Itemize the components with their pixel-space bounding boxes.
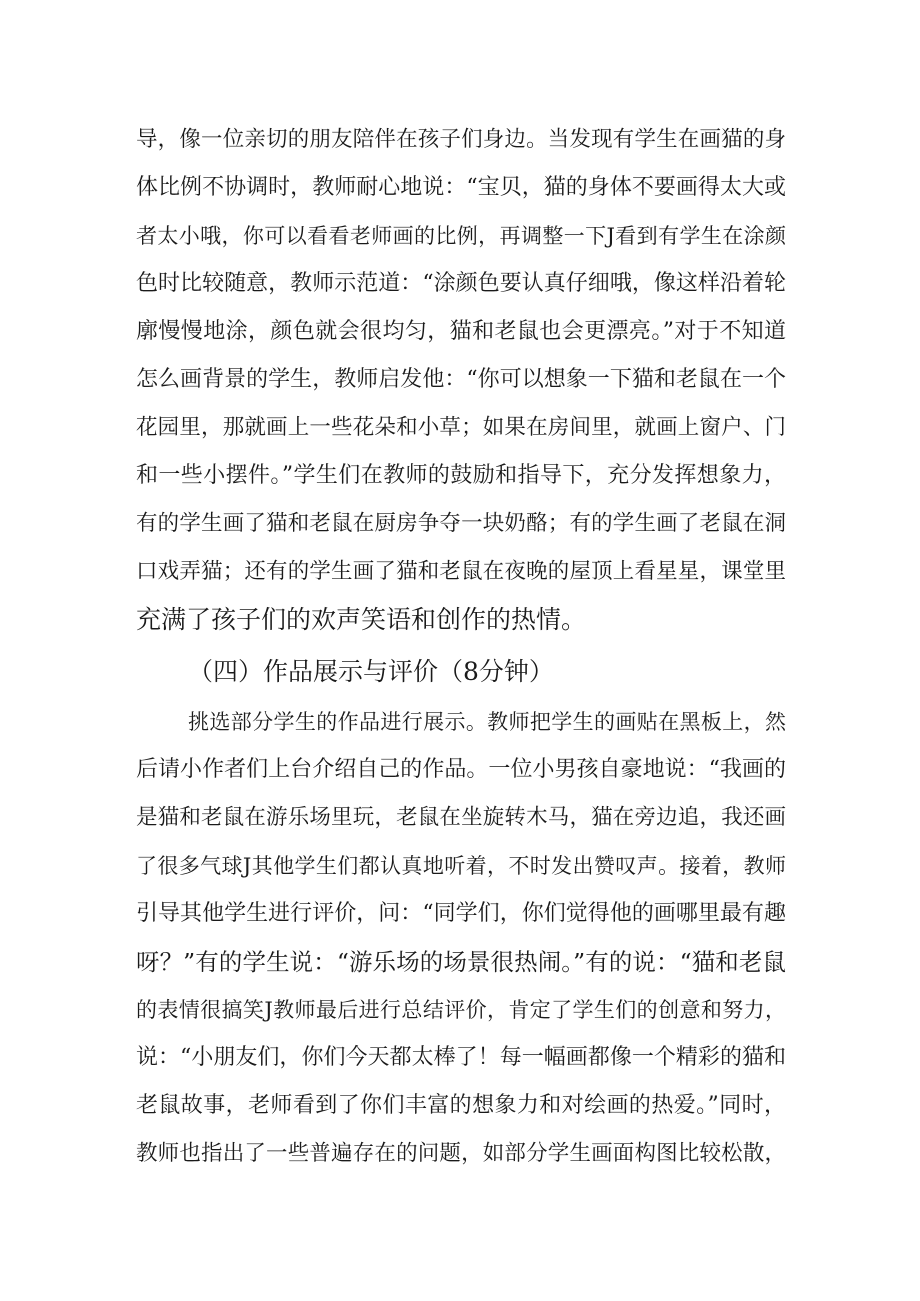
text-line: 充满了孩子们的欢声笑语和创作的热情。 — [136, 605, 587, 634]
text-line: 了很多气球J其他学生们都认真地听着，不时发出赞叹声。接着，教师 — [136, 854, 786, 878]
text-line: 说：“小朋友们，你们今天都太棒了！每一幅画都像一个精彩的猫和 — [136, 1045, 786, 1070]
text-line: 导，像一位亲切的朋友陪伴在孩子们身边。当发现有学生在画猫的身 — [136, 127, 786, 152]
text-line: 怎么画背景的学生，教师启发他：“你可以想象一下猫和老鼠在一个 — [136, 367, 786, 392]
section-heading: （四）作品展示与评价（8分钟） — [188, 657, 554, 686]
text-line: 呀？”有的学生说：“游乐场的场景很热闹。”有的说：“猫和老鼠 — [136, 948, 786, 976]
text-line: 教师也指出了一些普遍存在的问题，如部分学生画面构图比较松散， — [136, 1141, 786, 1166]
text-line: 挑选部分学生的作品进行展示。教师把学生的画贴在黑板上，然 — [188, 710, 786, 734]
text-line: 者太小哦，你可以看看老师画的比例，再调整一下J看到有学生在涂颜 — [136, 224, 786, 248]
text-line: 花园里，那就画上一些花朵和小草；如果在房间里，就画上窗户、门 — [136, 415, 786, 440]
text-line: 色时比较随意，教师示范道：“涂颜色要认真仔细哦，像这样沿着轮 — [136, 271, 786, 296]
text-line: 和一些小摆件。”学生们在教师的鼓励和指导下，充分发挥想象力， — [136, 463, 786, 488]
text-line: 是猫和老鼠在游乐场里玩，老鼠在坐旋转木马，猫在旁边追，我还画 — [136, 805, 786, 830]
text-line: 廓慢慢地涂，颜色就会很均匀，猫和老鼠也会更漂亮。”对于不知道 — [136, 319, 786, 344]
text-line: 的表情很搞笑J教师最后进行总结评价，肯定了学生们的创意和努力， — [136, 998, 786, 1022]
text-line: 口戏弄猫；还有的学生画了猫和老鼠在夜晚的屋顶上看星星，课堂里 — [136, 559, 786, 584]
text-line: 体比例不协调时，教师耐心地说：“宝贝，猫的身体不要画得太大或 — [136, 175, 786, 200]
text-line: 后请小作者们上台介绍自己的作品。一位小男孩自豪地说：“我画的 — [136, 757, 786, 782]
text-line: 老鼠故事，老师看到了你们丰富的想象力和对绘画的热爱。”同时， — [136, 1093, 786, 1118]
text-line: 有的学生画了猫和老鼠在厨房争夺一块奶酪；有的学生画了老鼠在洞 — [136, 511, 786, 536]
text-line: 引导其他学生进行评价，问：“同学们，你们觉得他的画哪里最有趣 — [136, 901, 786, 926]
